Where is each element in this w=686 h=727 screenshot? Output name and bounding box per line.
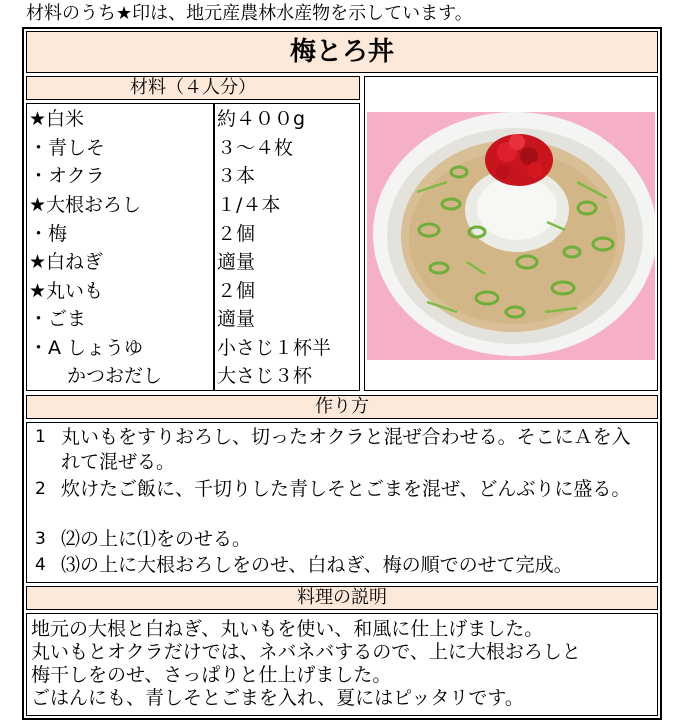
description-box <box>26 613 658 716</box>
ingredient-qty: ３本 <box>217 165 256 187</box>
ingredient-row <box>27 162 359 191</box>
step-number: 1 <box>35 427 46 447</box>
steps-list <box>26 422 658 583</box>
recipe-title: 梅とろ丼 <box>26 31 658 73</box>
ingredients-table <box>26 103 360 391</box>
step-text: 炊けたご飯に、千切りした青しそとごまを混ぜ、どんぶりに盛る。 <box>61 478 631 500</box>
ingredient-row <box>27 305 359 334</box>
ingredient-qty: １/４本 <box>217 194 281 216</box>
ingredient-row <box>27 134 359 163</box>
step-text: ⑶の上に大根おろしをのせ、白ねぎ、梅の順でのせて完成。 <box>61 554 573 576</box>
steps-header: 作り方 <box>26 395 658 419</box>
ingredient-qty: 適量 <box>217 251 256 273</box>
description-line: 地元の大根と白ねぎ、丸いもを使い、和風に仕上げました。 <box>31 618 544 640</box>
ingredient-name: ・ごま <box>29 308 87 330</box>
ingredient-qty: 約４００g <box>217 108 306 130</box>
ingredient-name: ・A しょうゆ <box>29 337 144 359</box>
step-number: 4 <box>35 555 46 575</box>
recipe-card <box>22 27 662 720</box>
step-text: ⑵の上に⑴をのせる。 <box>61 528 252 550</box>
ingredient-name: ・オクラ <box>29 165 105 187</box>
ingredient-name: ・梅 <box>29 223 68 245</box>
ingredient-qty: 小さじ１杯半 <box>217 337 332 359</box>
description-line: 丸いもとオクラだけでは、ネバネバするので、上に大根おろしと <box>31 641 581 663</box>
ingredient-name: ★丸いも <box>29 280 104 302</box>
ingredient-qty: ３～４枚 <box>217 137 294 159</box>
ingredient-row <box>27 277 359 306</box>
ingredient-qty: ２個 <box>217 280 256 302</box>
ingredient-name: ・青しそ <box>29 137 106 159</box>
description-header: 料理の説明 <box>26 586 658 610</box>
ingredient-row <box>27 334 359 363</box>
ingredient-name: ★白米 <box>29 108 85 130</box>
step-number: 2 <box>35 479 46 499</box>
ingredients-header: 材料（４人分） <box>26 76 360 100</box>
ingredient-row <box>27 362 359 391</box>
ingredient-row <box>27 220 359 249</box>
dish-photo-frame <box>364 76 658 391</box>
ingredient-qty: ２個 <box>217 223 256 245</box>
ingredient-row <box>27 105 359 134</box>
local-produce-note: 材料のうち★印は、地元産農林水産物を示しています。 <box>26 3 473 24</box>
description-line: ごはんにも、青しそとごまを入れ、夏にはピッタリです。 <box>31 687 524 709</box>
description-line: 梅干しをのせ、さっぱりと仕上げました。 <box>31 664 392 686</box>
step-text: 丸いもをすりおろし、切ったオクラと混ぜ合わせる。そこにＡを入れて混ぜる。 <box>61 426 631 473</box>
ingredient-name: ★白ねぎ <box>29 251 104 273</box>
ingredient-name: ★大根おろし <box>29 194 142 216</box>
ingredient-qty: 適量 <box>217 308 256 330</box>
ingredient-name: かつおだし <box>29 365 163 387</box>
ingredient-qty: 大さじ３杯 <box>217 365 313 387</box>
ingredient-row <box>27 191 359 220</box>
step-number: 3 <box>35 529 46 549</box>
dish-photo <box>367 112 655 360</box>
ingredient-row <box>27 248 359 277</box>
